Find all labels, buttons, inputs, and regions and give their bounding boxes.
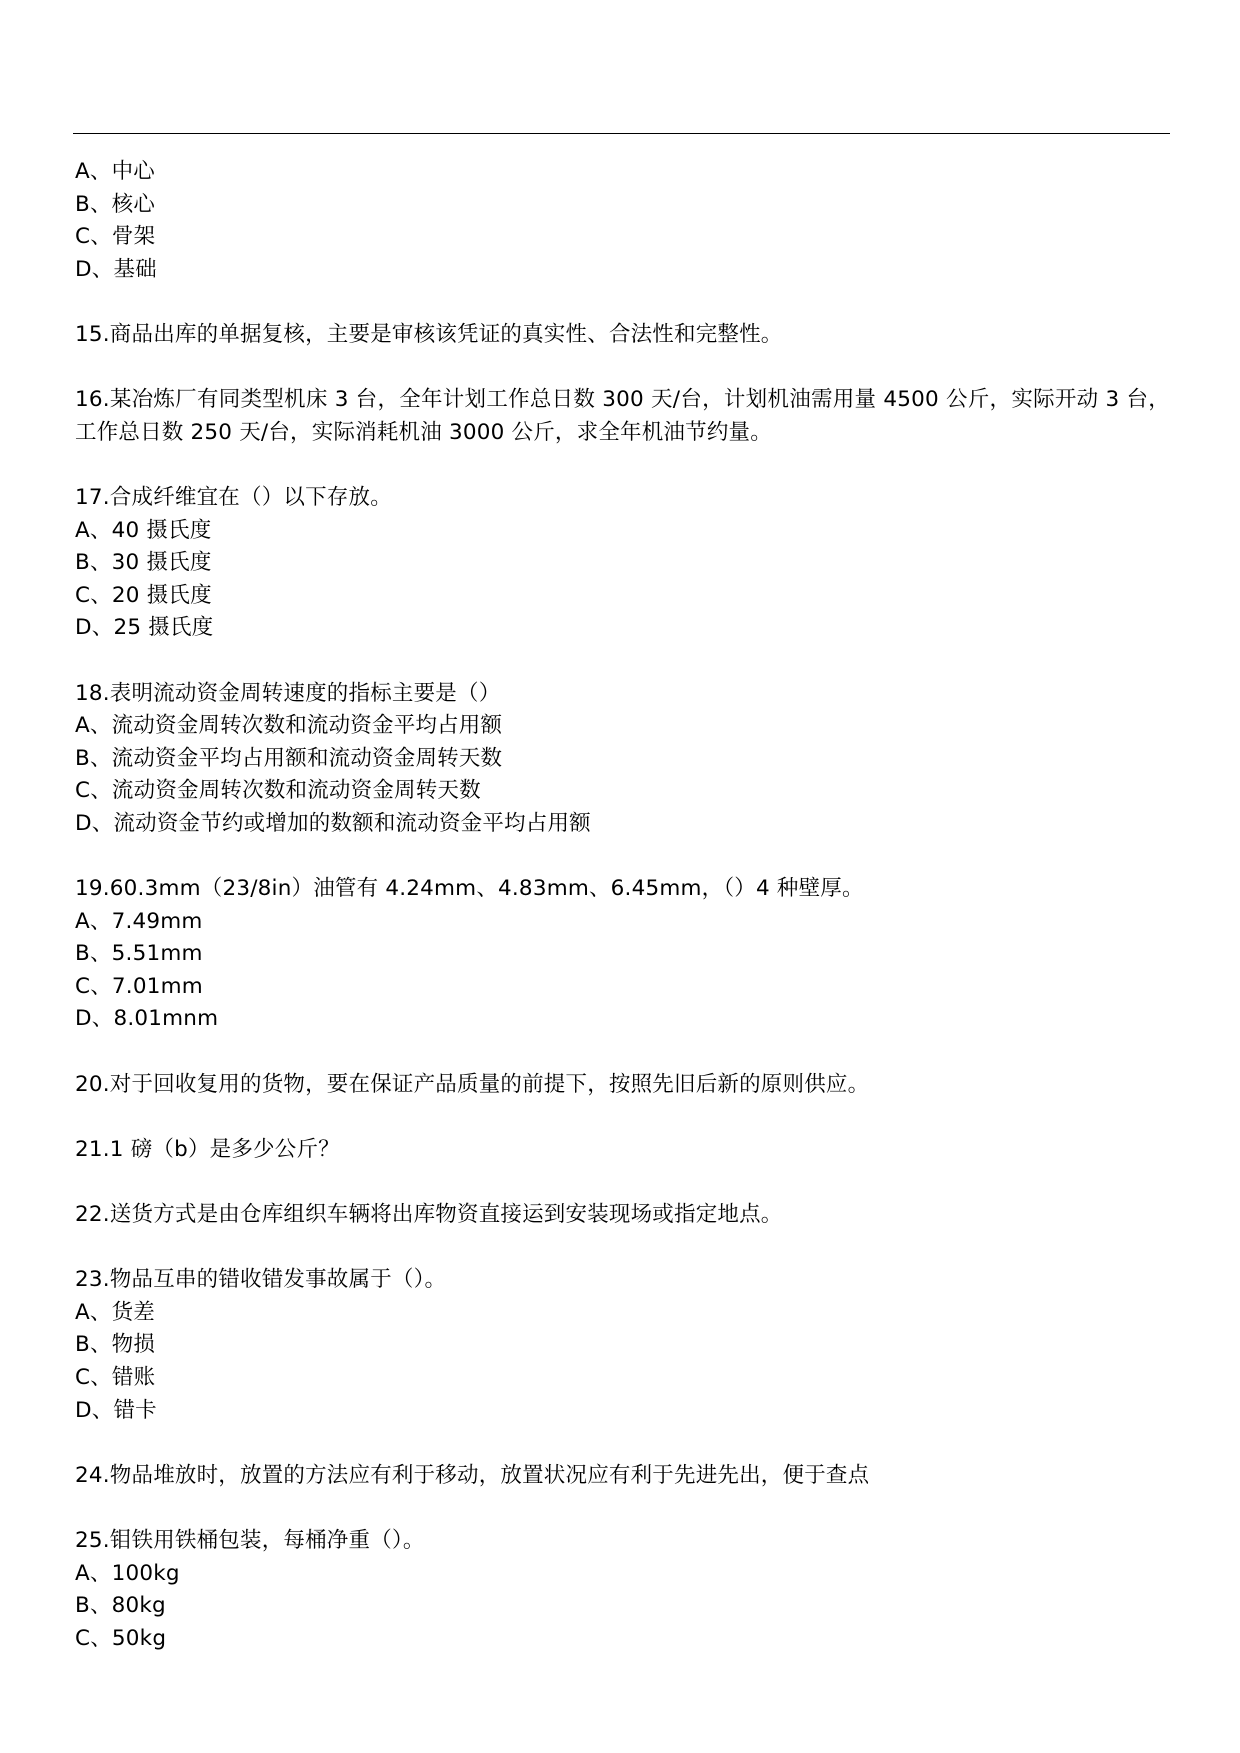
answer-option: C、错账: [75, 1364, 156, 1390]
question-item: [75, 384, 1170, 449]
question-item: [75, 482, 1170, 645]
question-text: 19.60.3mm（23/8in）油管有 4.24mm、4.83mm、6.45mm，（）4 种壁厚。: [75, 876, 864, 902]
answer-option: B、30 摄氏度: [75, 550, 212, 576]
question-text: 24.物品堆放时，放置的方法应有利于移动，放置状况应有利于先进先出，便于查点: [75, 1462, 870, 1488]
question-text: 16.某冶炼厂有同类型机床 3 台，全年计划工作总日数 300 天/台，计划机油需用量 4500 公斤，实际开动 3 台，工作总日数 250 天/台，实际消耗机油 3000 公斤，求全年机油节约量。: [75, 387, 1170, 445]
question-item: [75, 678, 1170, 841]
question-text: 23.物品互串的错收错发事故属于（）。: [75, 1267, 447, 1293]
answer-option: D、错卡: [75, 1397, 157, 1423]
question-item: [75, 873, 1170, 1036]
answer-option: A、7.49mm: [75, 908, 203, 934]
answer-option: C、7.01mm: [75, 973, 203, 999]
question-item: [75, 1264, 1170, 1427]
question-item: [75, 1525, 1170, 1655]
continued-options: [75, 156, 1170, 286]
option-c: C、骨架: [75, 224, 156, 250]
question-text: 15.商品出库的单据复核，主要是审核该凭证的真实性、合法性和完整性。: [75, 321, 783, 347]
question-item: [75, 1069, 1170, 1102]
answer-option: C、流动资金周转次数和流动资金周转天数: [75, 778, 481, 804]
answer-option: D、流动资金节约或增加的数额和流动资金平均占用额: [75, 810, 591, 836]
option-a: A、中心: [75, 159, 156, 184]
answer-option: B、流动资金平均占用额和流动资金周转天数: [75, 745, 503, 771]
header-rule: [73, 133, 1170, 134]
question-text: 22.送货方式是由仓库组织车辆将出库物资直接运到安装现场或指定地点。: [75, 1202, 783, 1227]
question-text: 25.钼铁用铁桶包装，每桶净重（）。: [75, 1527, 425, 1553]
question-text: 18.表明流动资金周转速度的指标主要是（）: [75, 680, 501, 706]
question-item: [75, 319, 1170, 352]
answer-option: A、40 摄氏度: [75, 517, 212, 543]
answer-option: D、25 摄氏度: [75, 615, 214, 641]
question-item: [75, 1199, 1170, 1232]
answer-option: B、5.51mm: [75, 941, 203, 967]
answer-option: A、100kg: [75, 1560, 180, 1586]
question-item: [75, 1134, 1170, 1167]
question-text: 20.对于回收复用的货物，要在保证产品质量的前提下，按照先旧后新的原则供应。: [75, 1071, 870, 1097]
question-list: [75, 156, 1170, 1688]
answer-option: D、8.01mnm: [75, 1006, 219, 1032]
answer-option: A、货差: [75, 1299, 156, 1325]
answer-option: B、80kg: [75, 1593, 166, 1619]
question-text: 21.1 磅（b）是多少公斤？: [75, 1136, 340, 1162]
question-item: [75, 1460, 1170, 1493]
answer-option: C、20 摄氏度: [75, 582, 212, 608]
question-text: 17.合成纤维宜在（）以下存放。: [75, 484, 392, 510]
answer-option: B、物损: [75, 1332, 156, 1358]
answer-option: C、50kg: [75, 1625, 167, 1651]
option-d: D、基础: [75, 256, 157, 282]
option-b: B、核心: [75, 191, 156, 217]
answer-option: A、流动资金周转次数和流动资金平均占用额: [75, 713, 503, 739]
